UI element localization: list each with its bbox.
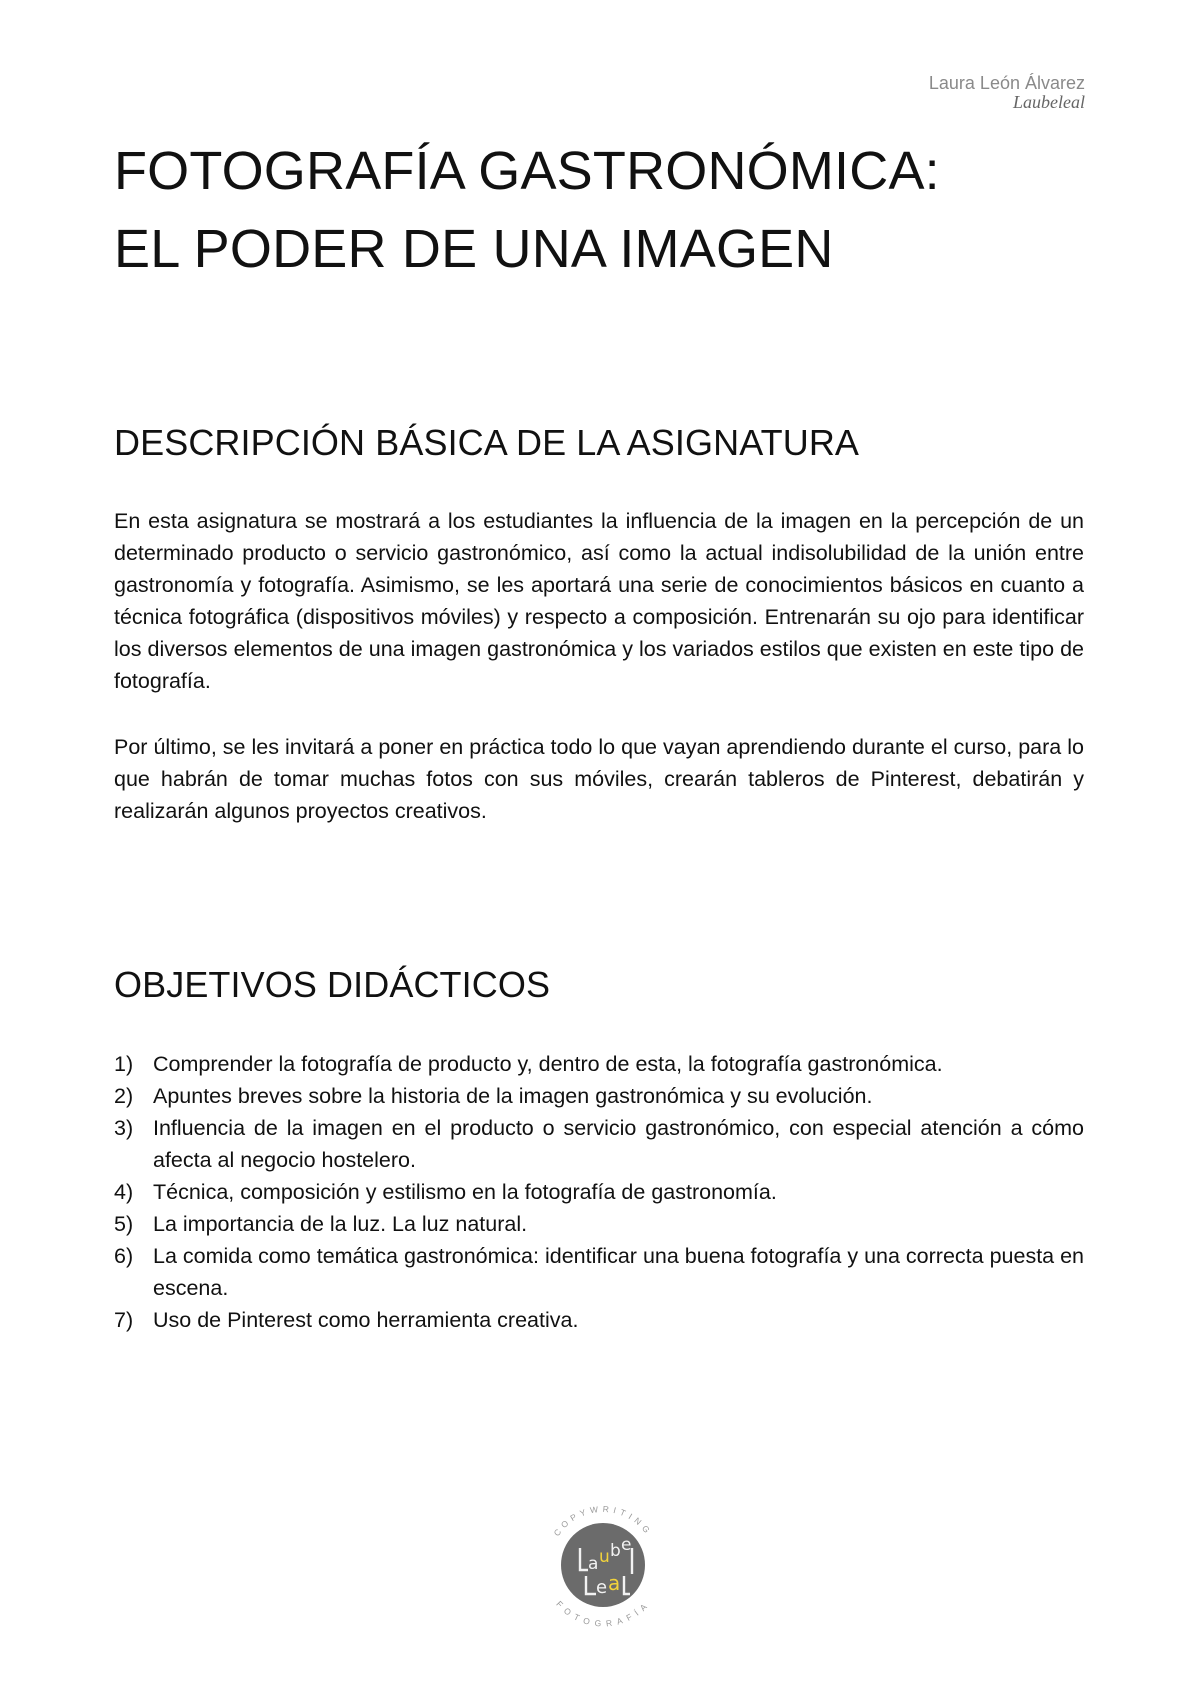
- description-heading: DESCRIPCIÓN BÁSICA DE LA ASIGNATURA: [114, 422, 860, 463]
- title-line-1: FOTOGRAFÍA GASTRONÓMICA:: [114, 141, 940, 201]
- document-title: [114, 132, 1094, 288]
- svg-text:b: b: [610, 1541, 621, 1561]
- author-brand: Laubeleal: [1013, 91, 1085, 112]
- objective-text: Uso de Pinterest como herramienta creativa.: [153, 1308, 579, 1332]
- objective-text: La comida como temática gastronómica: identificar una buena fotografía y una correcta puesta en escena.: [153, 1244, 1085, 1300]
- objective-number: 4): [114, 1180, 134, 1204]
- objective-item: [114, 1080, 1084, 1112]
- objective-number: 7): [114, 1308, 134, 1332]
- objective-text: Apuntes breves sobre la historia de la imagen gastronómica y su evolución.: [153, 1084, 873, 1108]
- objective-item: [114, 1112, 1084, 1176]
- author-block: [929, 74, 1085, 112]
- author-name: Laura León Álvarez: [928, 73, 1085, 93]
- svg-text:e: e: [621, 1535, 632, 1555]
- laubeleal-logo: [528, 1490, 678, 1640]
- objective-number: 2): [114, 1084, 134, 1108]
- objective-item: [114, 1048, 1084, 1080]
- objectives-heading: OBJETIVOS DIDÁCTICOS: [114, 964, 551, 1005]
- objective-number: 5): [114, 1212, 134, 1236]
- logo-ring-top-text: COPYWRITING: [551, 1503, 655, 1539]
- objective-item: [114, 1176, 1084, 1208]
- objective-text: Influencia de la imagen en el producto o servicio gastronómico, con especial atención a cómo afecta al negocio hostelero.: [153, 1116, 1084, 1172]
- objectives-list: [114, 1048, 1084, 1336]
- svg-text:a: a: [608, 1571, 621, 1595]
- description-paragraph-2: Por último, se les invitará a poner en práctica todo lo que vayan aprendiendo durante el curso, para lo que habrán de tomar muchas fotos con sus móviles, crearán tableros de Pinterest, debatirán y realizarán algunos proyectos creativos.: [114, 735, 1084, 823]
- objective-text: La importancia de la luz. La luz natural.: [153, 1212, 528, 1236]
- objective-number: 3): [114, 1116, 134, 1140]
- svg-text:u: u: [599, 1547, 610, 1567]
- description-paragraph-1: En esta asignatura se mostrará a los estudiantes la influencia de la imagen en la percepción de un determinado producto o servicio gastronómico, así como la actual indisolubilidad de la unión entre gastronomía y fotografía. Asimismo, se les aportará una serie de conocimientos básicos en cuanto a técnica fotográfica (dispositivos móviles) y respecto a composición. Entrenarán su ojo para identificar los diversos elementos de una imagen gastronómica y los variados estilos que existen en este tipo de fotografía.: [114, 509, 1084, 693]
- objective-item: [114, 1304, 1084, 1336]
- objective-number: 6): [114, 1244, 134, 1268]
- logo-ring-bottom-text: FOTOGRAFÍA: [554, 1598, 652, 1629]
- objective-item: [114, 1240, 1084, 1304]
- objective-number: 1): [114, 1052, 134, 1076]
- title-line-2: EL PODER DE UNA IMAGEN: [114, 219, 834, 279]
- objective-text: Técnica, composición y estilismo en la fotografía de gastronomía.: [153, 1180, 777, 1204]
- objective-text: Comprender la fotografía de producto y, dentro de esta, la fotografía gastronómica.: [153, 1052, 943, 1076]
- objective-item: [114, 1208, 1084, 1240]
- svg-text:e: e: [596, 1577, 608, 1598]
- svg-text:a: a: [588, 1554, 599, 1574]
